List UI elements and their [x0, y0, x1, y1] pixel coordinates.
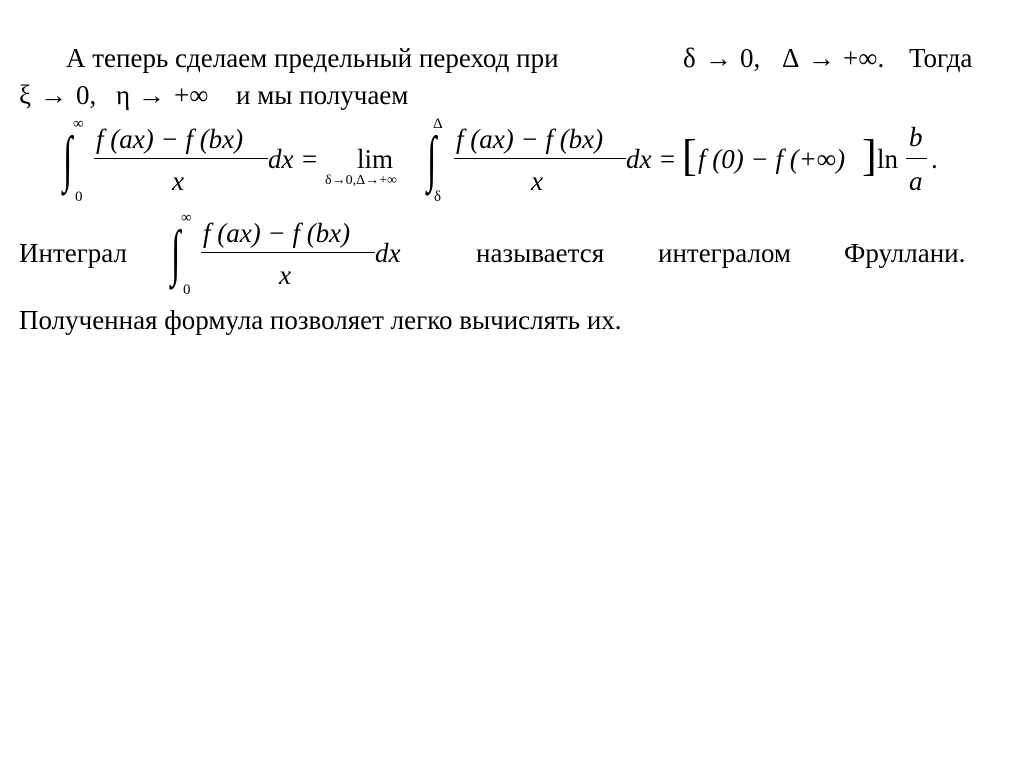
plus-infinity-2: +∞ — [174, 80, 209, 110]
fraction-bar-4 — [201, 252, 375, 253]
right-bracket: ] — [862, 131, 877, 180]
delta-big-symbol: Δ — [782, 43, 800, 73]
integral3-denominator: x — [279, 260, 291, 290]
integral-sign-3: ∫ — [171, 219, 181, 287]
delta-small-symbol: δ — [683, 43, 696, 73]
lim-operator: lim — [357, 144, 394, 174]
word-integral: Интеграл — [19, 238, 127, 268]
integral1-numerator: f (ax) − f (bx) — [96, 124, 244, 154]
word-frullani: Фруллани. — [844, 238, 966, 268]
then-word: Тогда — [909, 43, 973, 73]
para1-line1-text: А теперь сделаем предельный переход при — [66, 43, 559, 73]
integral-sign-2: ∫ — [427, 125, 437, 193]
integral3-numerator: f (ax) − f (bx) — [203, 218, 351, 248]
integral3-lower-limit: 0 — [183, 282, 191, 298]
arrow-symbol-2: → — [808, 43, 835, 73]
integral1-denominator: x — [172, 166, 184, 196]
para1-line2-text: и мы получаем — [236, 80, 409, 110]
ratio-numerator: b — [909, 122, 923, 152]
ratio-denominator: a — [909, 166, 923, 196]
arrow-symbol-3: → — [40, 80, 67, 110]
zero-value-2: 0, — [76, 80, 97, 110]
left-bracket: [ — [682, 131, 697, 180]
integral2-upper-limit: Δ — [433, 116, 443, 132]
plus-infinity-1: +∞. — [843, 43, 885, 73]
lim-subscript: δ→0,Δ→+∞ — [325, 173, 397, 188]
fraction-bar-1 — [94, 158, 268, 159]
bracket-content: f (0) − f (+∞) — [698, 144, 846, 174]
fraction-bar-2 — [454, 158, 626, 159]
arrow-symbol-1: → — [705, 43, 732, 73]
integral-sign-1: ∫ — [63, 125, 73, 193]
integral2-numerator: f (ax) − f (bx) — [456, 124, 604, 154]
formula-period: . — [931, 144, 938, 174]
dx-equals-2: dx = — [626, 144, 677, 174]
integral2-denominator: x — [531, 166, 543, 196]
arrow-symbol-4: → — [138, 80, 165, 110]
word-integral-of: интегралом — [658, 238, 792, 268]
eta-symbol: η — [116, 80, 131, 110]
zero-value-1: 0, — [740, 43, 761, 73]
integral3-upper-limit: ∞ — [181, 210, 192, 226]
integral1-lower-limit: 0 — [75, 189, 83, 205]
word-called: называется — [476, 238, 605, 268]
integral2-lower-limit: δ — [434, 189, 442, 205]
fraction-bar-3 — [906, 158, 927, 159]
xi-symbol: ξ — [19, 80, 32, 110]
integral3-dx: dx — [375, 238, 401, 268]
ln-operator: ln — [877, 144, 899, 174]
dx-equals-1: dx = — [268, 144, 319, 174]
integral1-upper-limit: ∞ — [73, 116, 84, 132]
para2-line2-text: Полученная формула позволяет легко вычислять их. — [19, 305, 622, 335]
